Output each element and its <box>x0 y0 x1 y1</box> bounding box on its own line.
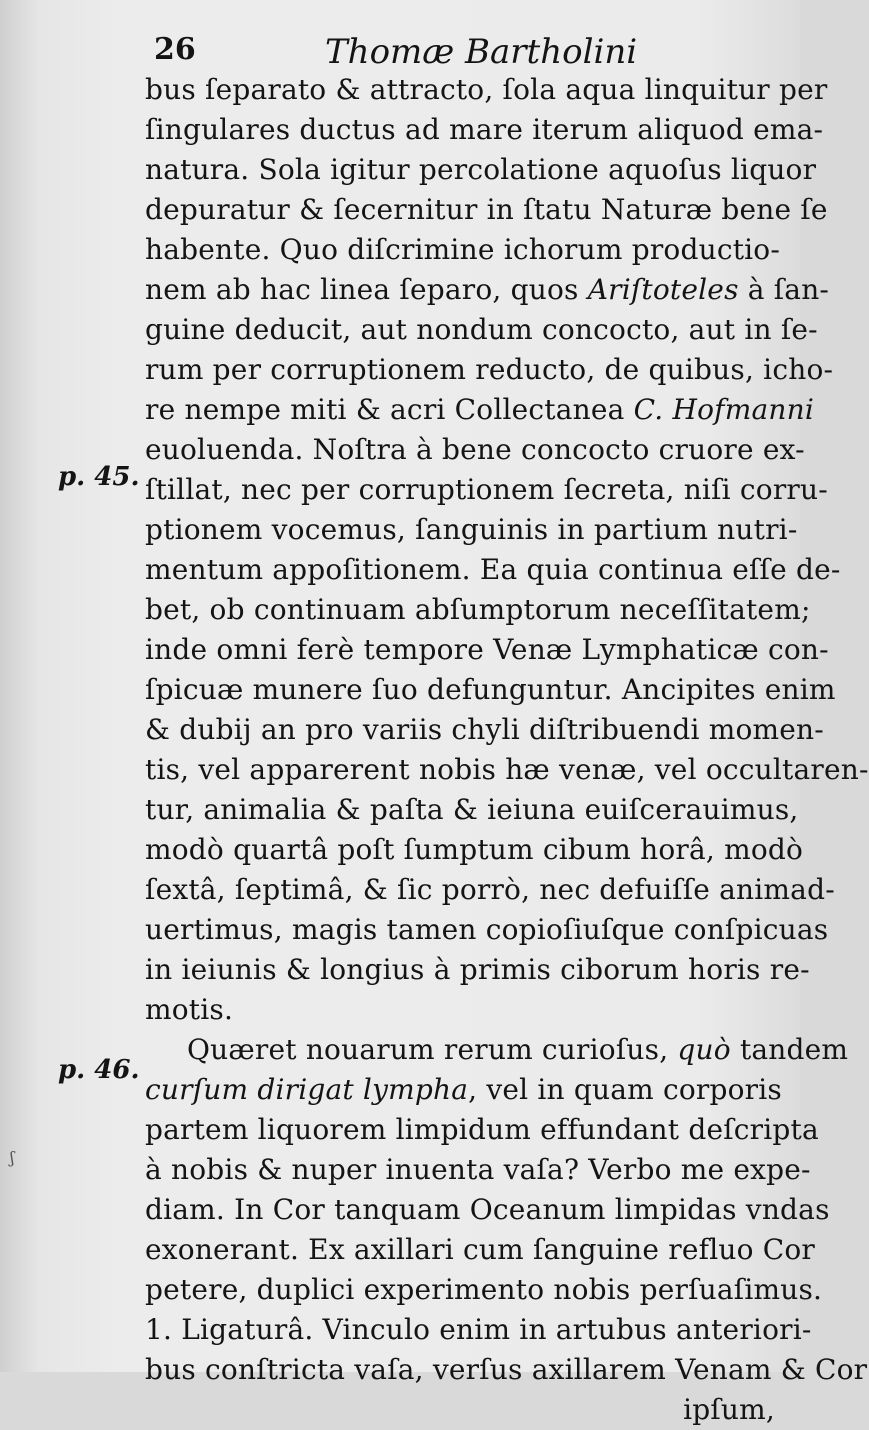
text-segment: nem ab hac linea ſeparo, quos <box>145 273 579 306</box>
text-line <box>145 1070 782 1110</box>
text-line <box>145 1030 849 1070</box>
margin-note-p46: p. 46. <box>58 1055 140 1085</box>
text-line: euoluenda. Noſtra à bene concocto cruore ex- <box>145 433 805 466</box>
text-line: guine deducit, aut nondum concocto, aut in ſe- <box>145 313 818 346</box>
text-line: & dubij an pro variis chyli diſtribuendi momen- <box>145 713 824 746</box>
text-line: 1. Ligaturâ. Vinculo enim in artubus anteriori- <box>145 1313 812 1346</box>
text-line <box>145 390 814 430</box>
text-line: bus ſeparato & attracto, ſola aqua linquitur per <box>145 73 828 106</box>
text-line <box>145 270 830 310</box>
margin-note-p45: p. 45. <box>58 462 140 492</box>
text-line: natura. Sola igitur percolatione aquoſus liquor <box>145 153 817 186</box>
page-header <box>150 28 790 72</box>
text-line: uertimus, magis tamen copioſiuſque conſpicuas <box>145 913 829 946</box>
text-line: exonerant. Ex axillari cum ſanguine refluo Cor <box>145 1233 816 1266</box>
text-line: ptionem vocemus, ſanguinis in partium nutri- <box>145 513 798 546</box>
text-line: in ieiunis & longius à primis ciborum horis re- <box>145 953 810 986</box>
text-line: motis. <box>145 993 234 1026</box>
author-name-hofmanni: C. Hofmanni <box>633 393 814 426</box>
text-line: partem liquorem limpidum effundant deſcripta <box>145 1113 819 1146</box>
text-line: modò quartâ poſt ſumptum cibum horâ, modò <box>145 833 804 866</box>
text-line: à nobis & nuper inuenta vaſa? Verbo me expe- <box>145 1153 811 1186</box>
text-line: bus conſtricta vaſa, verſus axillarem Venam & Cor <box>145 1353 868 1386</box>
text-line: ſpicuæ munere ſuo defunguntur. Ancipites enim <box>145 673 836 706</box>
text-segment: à ſan- <box>738 273 830 306</box>
text-line: tur, animalia & paſta & ieiuna euiſcerauimus, <box>145 793 799 826</box>
text-line: ſingulares ductus ad mare iterum aliquod ema- <box>145 113 824 146</box>
body-text <box>145 70 869 1430</box>
text-line: rum per corruptionem reducto, de quibus, icho- <box>145 353 834 386</box>
text-segment: , vel in quam corporis <box>468 1073 782 1106</box>
text-line: mentum appoſitionem. Ea quia continua eſſe de- <box>145 553 841 586</box>
ink-mark: ʃ <box>10 1148 15 1167</box>
text-line: diam. In Cor tanquam Oceanum limpidas vndas <box>145 1193 830 1226</box>
page-number: 26 <box>154 32 196 67</box>
text-line: habente. Quo diſcrimine ichorum productio- <box>145 233 781 266</box>
text-line: ſtillat, nec per corruptionem ſecreta, niſi corru- <box>145 473 828 506</box>
author-name-aristoteles: Ariſtoteles <box>587 273 739 306</box>
text-segment: Quæret nouarum rerum curioſus, <box>187 1033 669 1066</box>
text-segment: re nempe miti & acri Collectanea <box>145 393 625 426</box>
text-segment: tandem <box>730 1033 849 1066</box>
running-title: Thomæ Bartholini <box>325 32 638 72</box>
italic-phrase: curſum dirigat lympha <box>145 1073 469 1106</box>
text-line: ipſum, <box>683 1393 775 1426</box>
text-line: tis, vel apparerent nobis hæ venæ, vel occultaren- <box>145 753 869 786</box>
text-line: petere, duplici experimento nobis perſuaſimus. <box>145 1273 823 1306</box>
italic-word: quò <box>677 1033 731 1066</box>
text-line: bet, ob continuam abſumptorum neceſſitatem; <box>145 593 811 626</box>
text-line: ſextâ, ſeptimâ, & ſic porrò, nec defuiſſe animad- <box>145 873 835 906</box>
text-line: inde omni ferè tempore Venæ Lymphaticæ con- <box>145 633 829 666</box>
text-line: depuratur & ſecernitur in ſtatu Naturæ bene ſe <box>145 193 828 226</box>
